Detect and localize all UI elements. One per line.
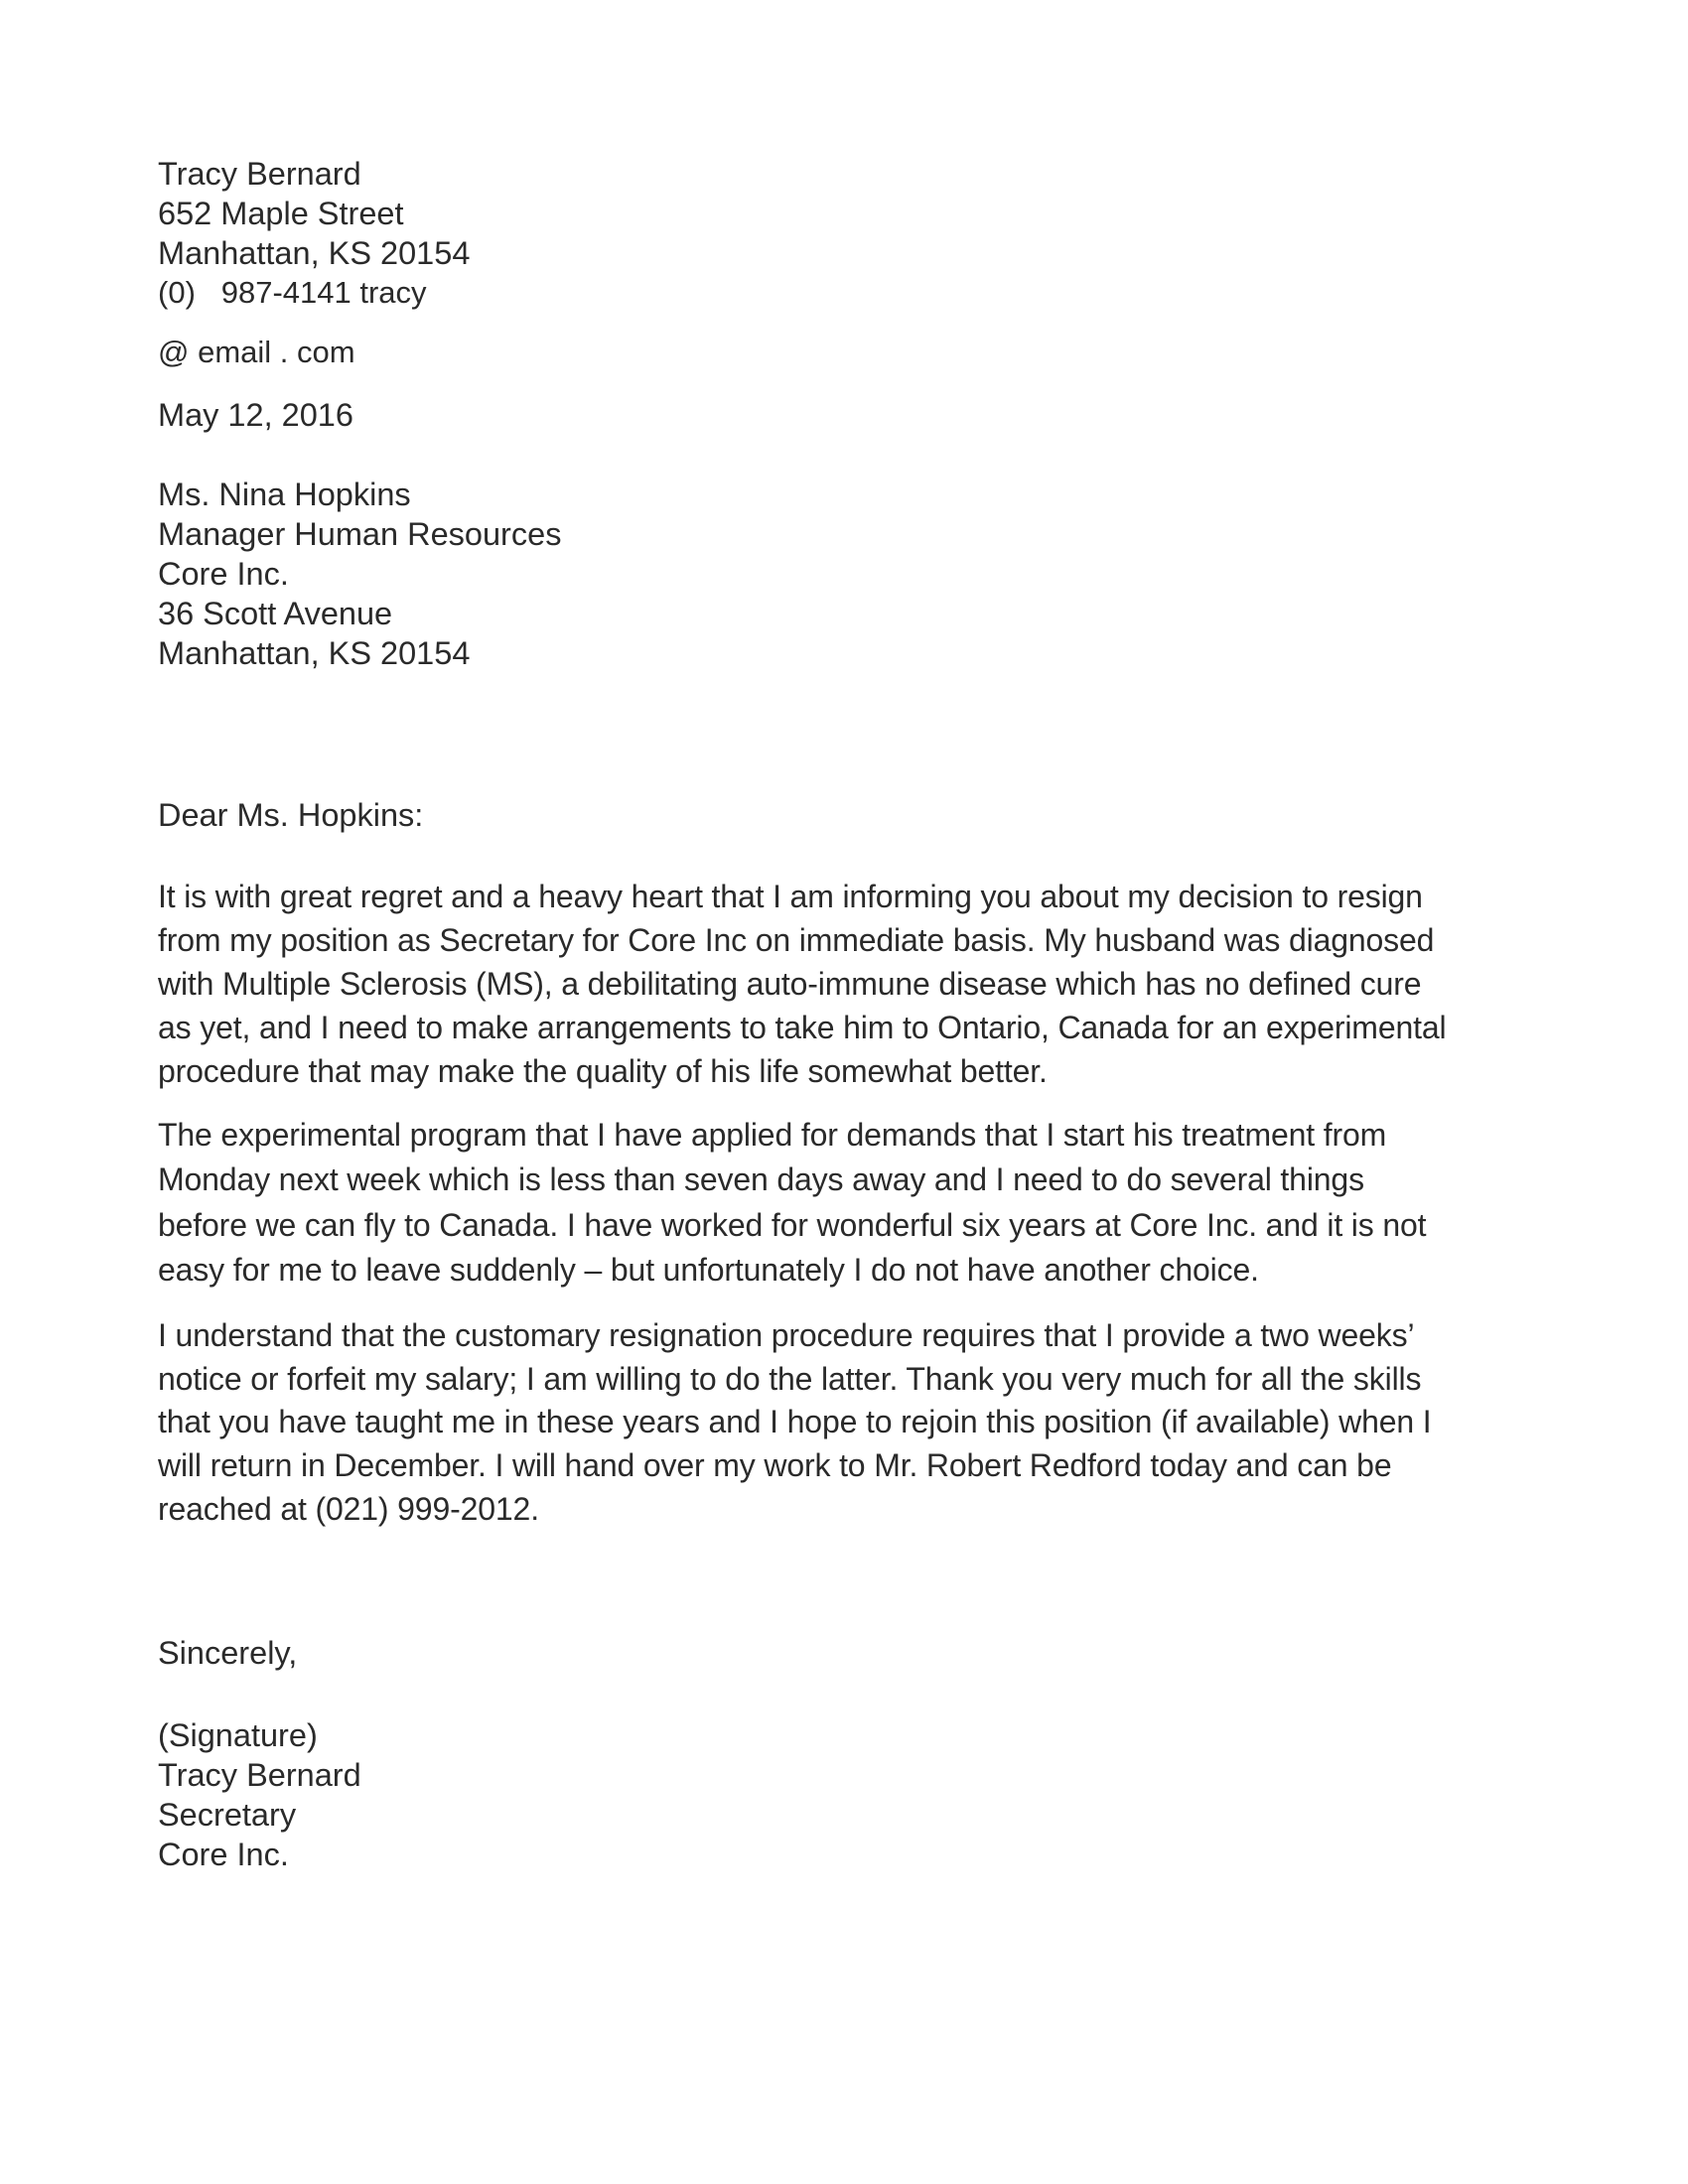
paragraph-line: reached at (021) 999-2012. xyxy=(158,1491,539,1527)
paragraph-line: notice or forfeit my salary; I am willing to do the latter. Thank you very much for all the skills xyxy=(158,1361,1422,1397)
sender-email: @ email . com xyxy=(158,335,355,369)
recipient-name: Ms. Nina Hopkins xyxy=(158,477,411,512)
recipient-title: Manager Human Resources xyxy=(158,516,562,552)
paragraph-line: I understand that the customary resignation procedure requires that I provide a two weeks’ xyxy=(158,1317,1415,1353)
valediction: Sincerely, xyxy=(158,1635,298,1671)
paragraph-line: from my position as Secretary for Core Inc on immediate basis. My husband was diagnosed xyxy=(158,922,1435,958)
paragraph-line: The experimental program that I have applied for demands that I start his treatment from xyxy=(158,1117,1387,1153)
recipient-city: Manhattan, KS 20154 xyxy=(158,635,471,671)
signer-title: Secretary xyxy=(158,1797,297,1833)
paragraph-line: as yet, and I need to make arrangements to take him to Ontario, Canada for an experimental xyxy=(158,1010,1447,1045)
paragraph-line: will return in December. I will hand over my work to Mr. Robert Redford today and can be xyxy=(158,1447,1392,1483)
salutation: Dear Ms. Hopkins: xyxy=(158,797,424,833)
sender-name: Tracy Bernard xyxy=(158,156,361,192)
letter-date: May 12, 2016 xyxy=(158,397,353,433)
recipient-street: 36 Scott Avenue xyxy=(158,596,393,631)
signer-company: Core Inc. xyxy=(158,1837,289,1872)
signer-name: Tracy Bernard xyxy=(158,1757,361,1793)
paragraph-line: procedure that may make the quality of his life somewhat better. xyxy=(158,1053,1048,1089)
sender-city: Manhattan, KS 20154 xyxy=(158,235,471,271)
recipient-company: Core Inc. xyxy=(158,556,289,592)
sender-street: 652 Maple Street xyxy=(158,196,404,231)
sender-phone: (0) 987-4141 tracy xyxy=(158,275,427,310)
paragraph-line: Monday next week which is less than seven days away and I need to do several things xyxy=(158,1161,1364,1197)
signature-placeholder: (Signature) xyxy=(158,1717,318,1753)
paragraph-line: before we can fly to Canada. I have worked for wonderful six years at Core Inc. and it is not xyxy=(158,1207,1427,1243)
paragraph-line: It is with great regret and a heavy heart that I am informing you about my decision to resign xyxy=(158,879,1423,914)
paragraph-line: that you have taught me in these years and I hope to rejoin this position (if available) when I xyxy=(158,1404,1432,1439)
paragraph-line: with Multiple Sclerosis (MS), a debilitating auto-immune disease which has no defined cure xyxy=(158,966,1422,1002)
paragraph-line: easy for me to leave suddenly – but unfortunately I do not have another choice. xyxy=(158,1252,1259,1288)
